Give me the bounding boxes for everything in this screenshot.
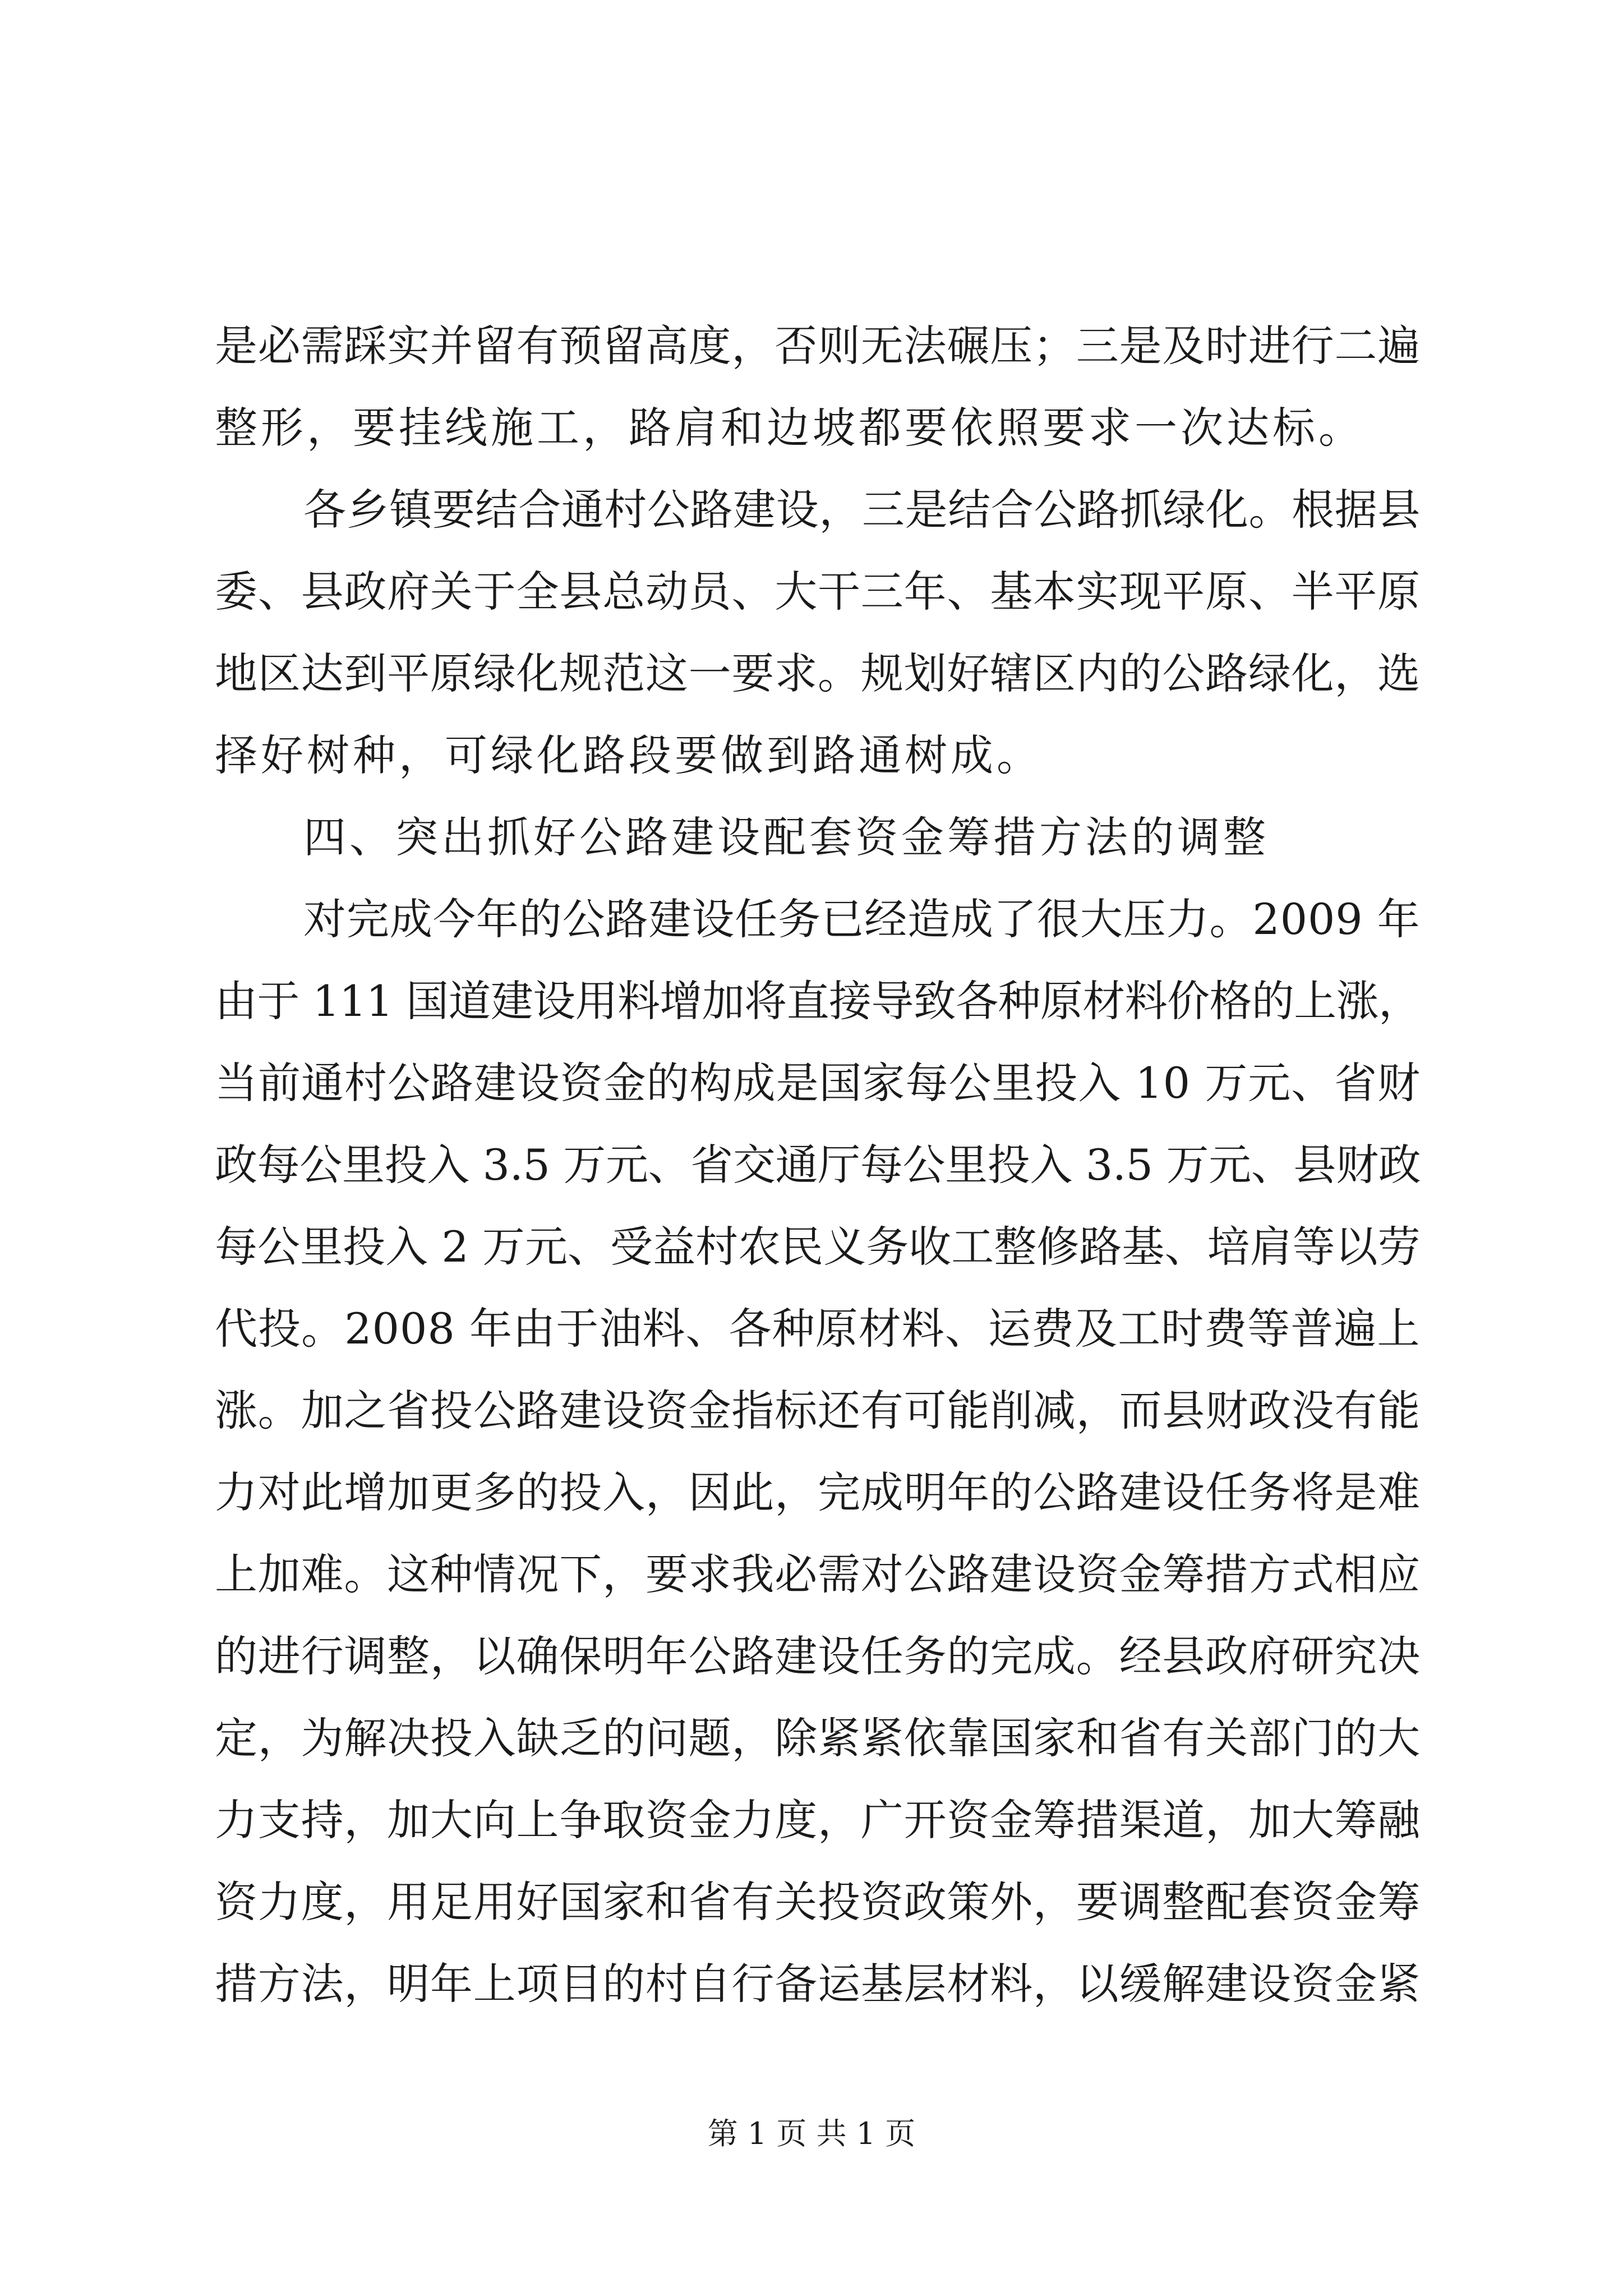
text-line: 四、突出抓好公路建设配套资金筹措方法的调整	[303, 812, 1269, 862]
text-line: 力对此增加更多的投入，因此，完成明年的公路建设任务将是难	[215, 1467, 1421, 1517]
text-line: 上加难。这种情况下，要求我必需对公路建设资金筹措方式相应	[215, 1549, 1421, 1599]
text-line: 定，为解决投入缺乏的问题，除紧紧依靠国家和省有关部门的大	[215, 1713, 1421, 1763]
text-line: 当前通村公路建设资金的构成是国家每公里投入 10 万元、省财	[215, 1058, 1421, 1108]
text-line: 每公里投入 2 万元、受益村农民义务收工整修路基、培肩等以劳	[215, 1222, 1421, 1272]
text-line: 由于 111 国道建设用料增加将直接导致各种原材料价格的上涨，	[215, 976, 1421, 1026]
text-line: 各乡镇要结合通村公路建设，三是结合公路抓绿化。根据县	[303, 485, 1421, 535]
page-footer: 第 1 页 共 1 页	[707, 2116, 916, 2151]
text-line: 委、县政府关于全县总动员、大干三年、基本实现平原、半平原	[215, 567, 1421, 616]
text-line: 的进行调整，以确保明年公路建设任务的完成。经县政府研究决	[215, 1631, 1421, 1681]
text-line: 是必需踩实并留有预留高度，否则无法碾压；三是及时进行二遍	[215, 321, 1421, 371]
text-line: 择好树种，可绿化路段要做到路通树成。	[215, 730, 1043, 780]
text-line: 对完成今年的公路建设任务已经造成了很大压力。2009 年	[303, 894, 1421, 944]
text-line: 地区达到平原绿化规范这一要求。规划好辖区内的公路绿化，选	[215, 648, 1421, 698]
document-body	[215, 305, 1421, 2025]
text-line: 涨。加之省投公路建设资金指标还有可能削减，而县财政没有能	[215, 1386, 1421, 1435]
text-line: 资力度，用足用好国家和省有关投资政策外，要调整配套资金筹	[215, 1877, 1421, 1927]
text-line: 措方法，明年上项目的村自行备运基层材料，以缓解建设资金紧	[215, 1959, 1421, 2009]
text-line: 政每公里投入 3.5 万元、省交通厅每公里投入 3.5 万元、县财政	[215, 1140, 1421, 1190]
text-line: 整形，要挂线施工，路肩和边坡都要依照要求一次达标。	[215, 403, 1364, 453]
text-line: 力支持，加大向上争取资金力度，广开资金筹措渠道，加大筹融	[215, 1795, 1421, 1845]
text-line: 代投。2008 年由于油料、各种原材料、运费及工时费等普遍上	[215, 1304, 1421, 1354]
